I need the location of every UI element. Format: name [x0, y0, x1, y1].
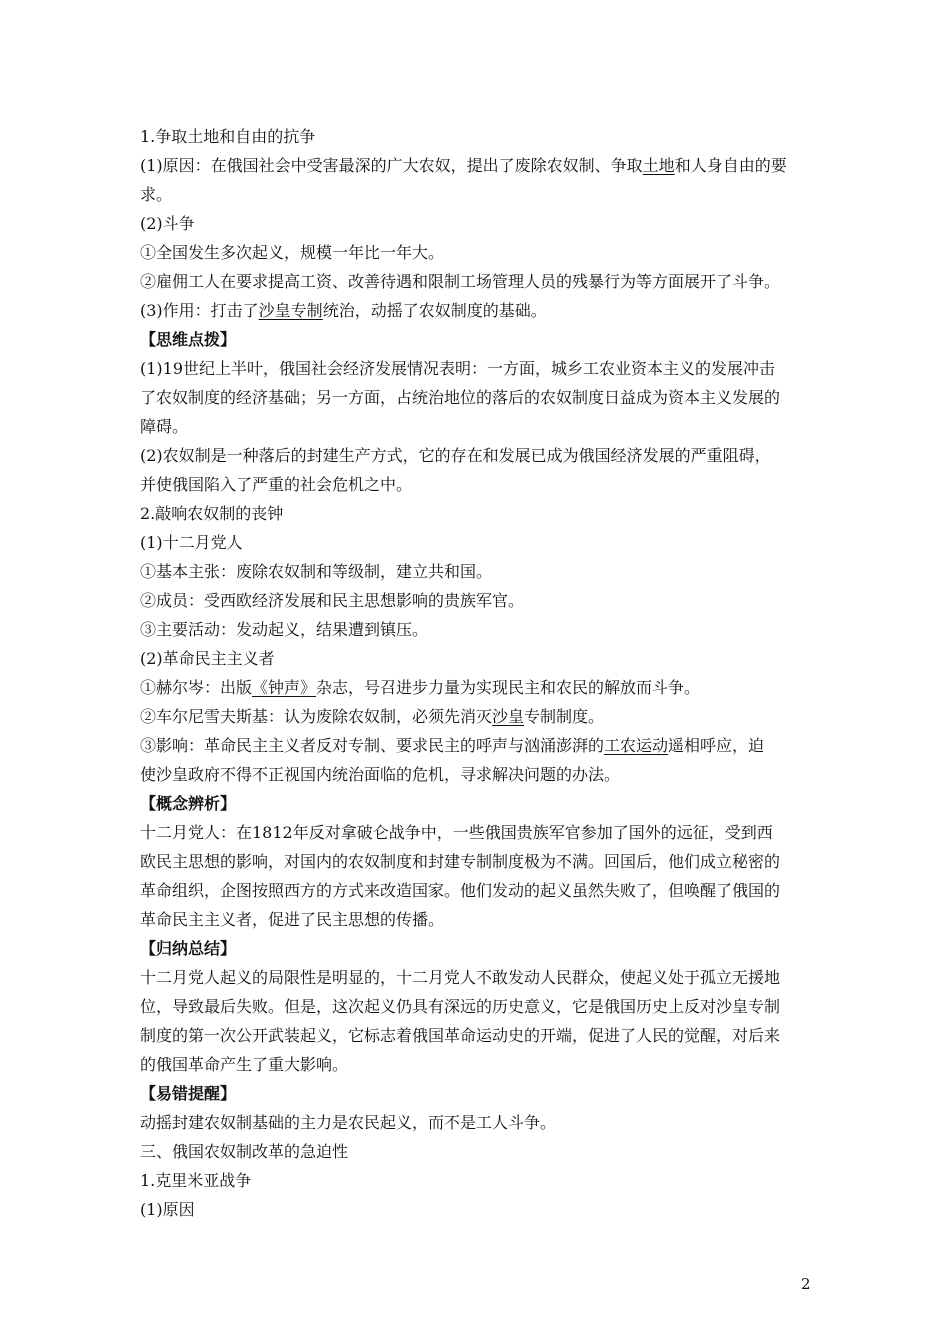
- text-line: 1.争取土地和自由的抗争: [140, 127, 316, 146]
- document-body: [140, 122, 820, 1224]
- underlined-term: 土地: [642, 156, 675, 175]
- text-line: 2.敲响农奴制的丧钟: [140, 504, 284, 523]
- text-segment: 遥相呼应，迫: [668, 736, 765, 755]
- text-line: 欧民主思想的影响，对国内的农奴制度和封建专制制度极为不满。回国后，他们成立秘密的: [140, 852, 781, 871]
- underlined-term: 工农运动: [604, 736, 669, 755]
- text-segment: 和人身自由的要: [674, 156, 787, 175]
- underlined-term: 沙皇专制: [258, 301, 323, 320]
- text-line: ①全国发生多次起义，规模一年比一年大。: [140, 243, 445, 262]
- text-line: [140, 731, 820, 760]
- text-line: 了农奴制度的经济基础；另一方面，占统治地位的落后的农奴制度日益成为资本主义发展的: [140, 388, 781, 407]
- text-line: 十二月党人：在1812年反对拿破仑战争中，一些俄国贵族军官参加了国外的远征，受到西: [140, 823, 773, 842]
- page-number: 2: [801, 1275, 811, 1293]
- text-line: 动摇封建农奴制基础的主力是农民起义，而不是工人斗争。: [140, 1113, 557, 1132]
- text-line: 革命组织，企图按照西方的方式来改造国家。他们发动的起义虽然失败了，但唤醒了俄国的: [140, 881, 781, 900]
- text-line: [140, 702, 820, 731]
- text-line: 位，导致最后失败。但是，这次起义仍具有深远的历史意义，它是俄国历史上反对沙皇专制: [140, 997, 781, 1016]
- text-segment: 统治，动摇了农奴制度的基础。: [322, 301, 547, 320]
- text-line: (1)原因: [140, 1200, 195, 1219]
- text-line: 制度的第一次公开武装起义，它标志着俄国革命运动史的开端，促进了人民的觉醒，对后来: [140, 1026, 781, 1045]
- text-line: 的俄国革命产生了重大影响。: [140, 1055, 349, 1074]
- text-line: 求。: [140, 185, 173, 204]
- text-line: 三、俄国农奴制改革的急迫性: [140, 1142, 349, 1161]
- text-line: (1)十二月党人: [140, 533, 243, 552]
- text-line: 使沙皇政府不得不正视国内统治面临的危机，寻求解决问题的办法。: [140, 765, 621, 784]
- section-heading: 【思维点拨】: [140, 330, 237, 349]
- text-segment: ①赫尔岑：出版: [140, 678, 253, 697]
- text-line: ①基本主张：废除农奴制和等级制，建立共和国。: [140, 562, 493, 581]
- text-line: ②成员：受西欧经济发展和民主思想影响的贵族军官。: [140, 591, 525, 610]
- text-line: [140, 296, 820, 325]
- section-heading: 【归纳总结】: [140, 939, 237, 958]
- text-segment: ③影响：革命民主主义者反对专制、要求民主的呼声与汹涌澎湃的: [140, 736, 605, 755]
- text-line: (1)19世纪上半叶，俄国社会经济发展情况表明：一方面，城乡工农业资本主义的发展冲击: [140, 359, 776, 378]
- text-segment: (1)原因：在俄国社会中受害最深的广大农奴，提出了废除农奴制、争取: [140, 156, 643, 175]
- text-line: 障碍。: [140, 417, 189, 436]
- text-line: ③主要活动：发动起义，结果遭到镇压。: [140, 620, 429, 639]
- text-line: (2)斗争: [140, 214, 195, 233]
- underlined-term: 沙皇: [492, 707, 525, 726]
- text-line: 革命民主主义者，促进了民主思想的传播。: [140, 910, 445, 929]
- text-line: ②雇佣工人在要求提高工资、改善待遇和限制工场管理人员的残暴行为等方面展开了斗争。: [140, 272, 781, 291]
- section-heading: 【概念辨析】: [140, 794, 237, 813]
- text-line: (2)农奴制是一种落后的封建生产方式，它的存在和发展已成为俄国经济发展的严重阻碍，: [140, 446, 771, 465]
- text-segment: (3)作用：打击了: [140, 301, 259, 320]
- section-heading: 【易错提醒】: [140, 1084, 237, 1103]
- text-line: 并使俄国陷入了严重的社会危机之中。: [140, 475, 413, 494]
- text-line: (2)革命民主主义者: [140, 649, 275, 668]
- text-segment: ②车尔尼雪夫斯基：认为废除农奴制，必须先消灭: [140, 707, 493, 726]
- text-segment: 专制制度。: [524, 707, 605, 726]
- underlined-term: 《钟声》: [252, 678, 317, 697]
- text-line: [140, 673, 820, 702]
- text-segment: 杂志，号召进步力量为实现民主和农民的解放而斗争。: [316, 678, 701, 697]
- text-line: [140, 151, 820, 180]
- text-line: 十二月党人起义的局限性是明显的，十二月党人不敢发动人民群众，使起义处于孤立无援地: [140, 968, 781, 987]
- text-line: 1.克里米亚战争: [140, 1171, 252, 1190]
